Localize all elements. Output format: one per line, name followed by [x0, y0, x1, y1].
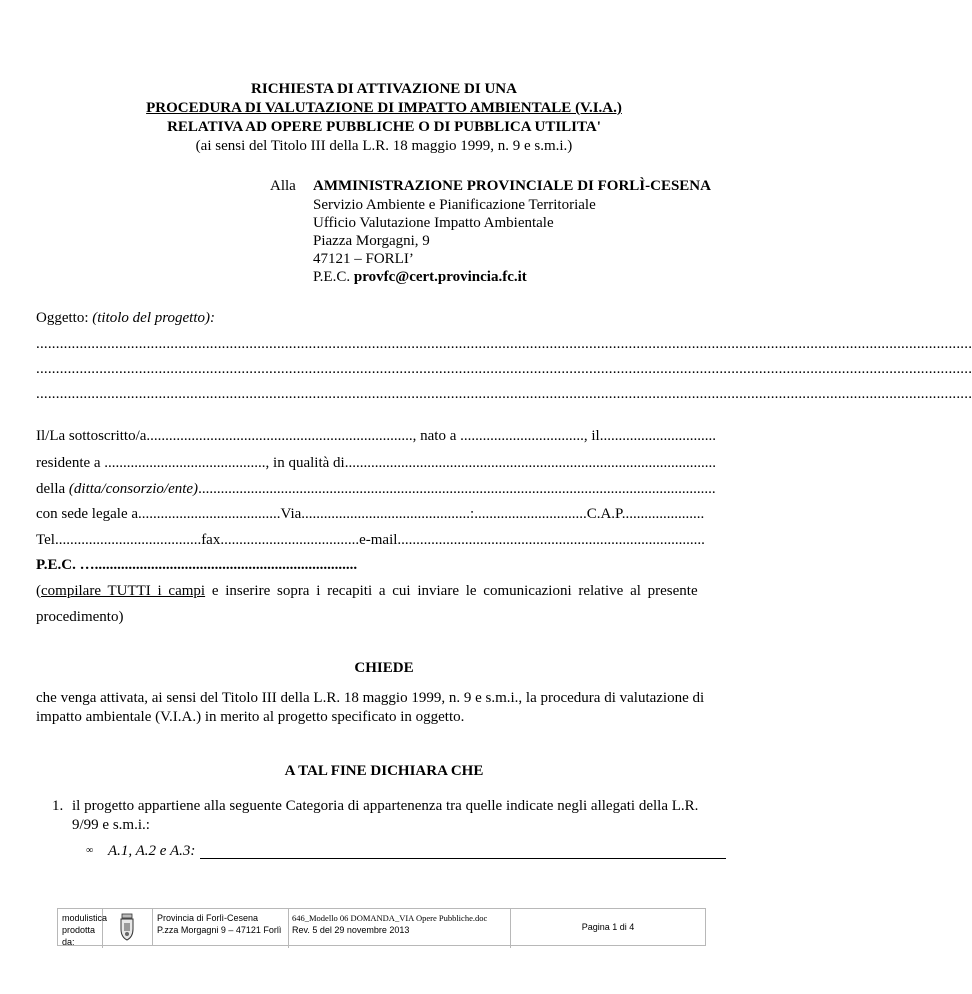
- recipient-pec: [313, 268, 527, 286]
- sub-item-label: A.1, A.2 e A.3:: [108, 843, 196, 859]
- footer-address: Provincia di Forlì-Cesena P.zza Morgagni 9 – 47121 Forlì: [153, 909, 289, 948]
- header-line-1: RICHIESTA DI ATTIVAZIONE DI UNA: [251, 81, 517, 97]
- item-1-number: 1.: [52, 798, 64, 814]
- chiede-line-1: che venga attivata, ai sensi del Titolo III della L.R. 18 maggio 1999, n. 9 e s.m.i., la procedura di valutazione di: [36, 690, 705, 706]
- form-line-ditta[interactable]: della (ditta/consorzio/ente)..........................................................................................................................................: [36, 481, 716, 497]
- oggetto-field-3[interactable]: .............................................................................................................................................................................................................................................: [36, 386, 972, 402]
- province-crest-icon: [118, 913, 136, 941]
- chiede-line-2: impatto ambientale (V.I.A.) in merito al progetto specificato in oggetto.: [36, 709, 465, 725]
- footer-box: [57, 908, 706, 946]
- item-1-line-2: 9/99 e s.m.i.:: [72, 817, 150, 833]
- form-line-pec[interactable]: P.E.C. …......................................................................: [36, 557, 358, 573]
- footer-page-number: Pagina 1 di 4: [581, 922, 635, 932]
- recipient-line-1: Servizio Ambiente e Pianificazione Territoriale: [313, 197, 596, 213]
- header-line-2: PROCEDURA DI VALUTAZIONE DI IMPATTO AMBIENTALE (V.I.A.): [146, 100, 622, 116]
- bullet-icon: ∞: [86, 845, 94, 856]
- footer-doc-info: 646_Modello 06 DOMANDA_VIA Opere Pubbliche.doc Rev. 5 del 29 novembre 2013: [289, 909, 511, 948]
- header-line-4: (ai sensi del Titolo III della L.R. 18 maggio 1999, n. 9 e s.m.i.): [195, 138, 573, 154]
- recipient-prefix: Alla: [270, 178, 296, 194]
- header-line-3: RELATIVA AD OPERE PUBBLICHE O DI PUBBLICA UTILITA': [167, 119, 601, 135]
- item-1-line-1: il progetto appartiene alla seguente Categoria di appartenenza tra quelle indicate negli allegati della L.R.: [72, 798, 699, 814]
- recipient-name: AMMINISTRAZIONE PROVINCIALE DI FORLÌ-CESENA: [313, 178, 711, 194]
- sub-item-input-line[interactable]: [200, 858, 726, 859]
- recipient-line-4: 47121 – FORLI’: [313, 251, 414, 267]
- chiede-title: CHIEDE: [354, 660, 414, 676]
- footer-produced-by: modulistica prodotta da:: [58, 909, 103, 948]
- recipient-pec-email[interactable]: provfc@cert.provincia.fc.it: [353, 269, 527, 285]
- oggetto-field-2[interactable]: .............................................................................................................................................................................................................................................: [36, 361, 972, 377]
- form-line-residente[interactable]: residente a ..........................................., in qualità di...................................................................................................: [36, 455, 716, 471]
- note-line-1: (compilare TUTTI i campi e inserire sopra i recapiti a cui inviare le comunicazioni relative al presente: [36, 583, 698, 599]
- form-line-sede[interactable]: con sede legale a......................................Via.............................................:..............................C.A.P......................: [36, 506, 705, 522]
- oggetto-field-1[interactable]: .............................................................................................................................................................................................................................................: [36, 336, 972, 352]
- oggetto-label: Oggetto: (titolo del progetto):: [36, 310, 216, 326]
- note-line-2: procedimento): [36, 609, 124, 625]
- dichiara-title: A TAL FINE DICHIARA CHE: [284, 763, 484, 779]
- form-line-contatti[interactable]: Tel.......................................fax.....................................e-mail..................................................................................: [36, 532, 705, 548]
- recipient-pec-label: P.E.C.: [313, 269, 354, 285]
- recipient-line-2: Ufficio Valutazione Impatto Ambientale: [313, 215, 554, 231]
- oggetto-hint: (titolo del progetto):: [92, 310, 216, 326]
- form-line-sottoscritto[interactable]: Il/La sottoscritto/a......................................................................., nato a ................................., il...............................: [36, 428, 716, 444]
- footer-logo-cell: [103, 909, 153, 945]
- recipient-line-3: Piazza Morgagni, 9: [313, 233, 430, 249]
